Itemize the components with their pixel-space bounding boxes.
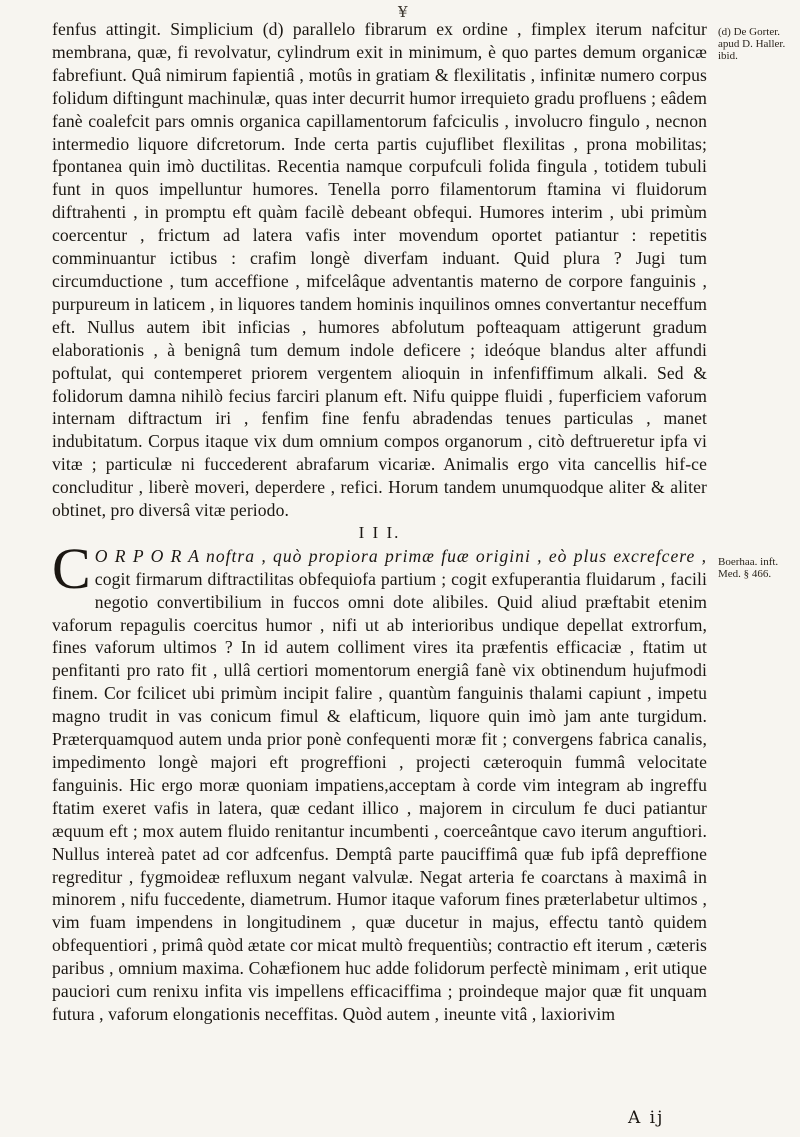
marginal-note-2: Boerhaa. inft. Med. § 466. <box>718 556 779 580</box>
main-text-block <box>52 18 707 1026</box>
marginal-note-1: (d) De Gorter. apud D. Haller. ibid. <box>718 26 786 62</box>
page-top-mark: ¥ <box>398 3 408 21</box>
paragraph-2 <box>52 535 707 1026</box>
paragraph-1: fenfus attingit. Simplicium (d) parallelo fibrarum ex ordine , fimplex iterum nafcitur membrana, quæ, fi revolvatur, cylindrum exit in minimum, è quo partes demum organicæ fabrefiunt. Quâ nimirum fapientiâ , motûs in gratiam & flexilitatis , infinitæ numero corpus folidum diftingunt machinulæ, quas inter decurrit humor irrequieto gradu profluens ; eâdem fanè coalefcit pars omnis organica capillamentorum fafciculis , involucro fingulo , necnon intermedio liquore difcretorum. Inde certa partis cujuflibet flexilitas , prona mobilitas; fpontanea quin imò ductilitas. Recentia namque corpufculi folida fingula , totidem tubuli funt in quos impelluntur humores. Tenella porro filamentorum ftamina vi fluidorum diftrahenti , in promptu eft quàm facilè debeant obfequi. Humores interim , ubi primùm coercentur , frictum ad latera vafis inter movendum oportet patiantur : repetitis comminuantur ictibus : crafim longè diverfam induant. Quid plura ? Jugi tum circumductione , tum acceffione , mifcelâque adventantis materno de corpore fanguinis , purpureum in laticem , in liquores tandem hominis inquilinos omnes convertantur neceffum eft. Nullus autem ibit inficias , humores abfolutum pofteaquam attigerunt gradum elaborationis , à benignâ tum demum indole deficere ; ideóque blandus alter affundi poftulat, qui contemperet priorem vergentem alioquin in infenfiffimum alkali. Sed & folidorum damna nihilò fecius farciri planum eft. Nifu quippe fluidi , fuperficiem vaforum internam diftractum iri , fenfim fine fenfu abradendas tenues particulas , manet indubitatum. Corpus itaque vix dum omnium compos organorum , citò deftrueretur ipfa vi vitæ ; particulæ ni fuccederent abrafarum vicariæ. Animalis ergo vita cancellis hif-ce concluditur , liberè moveri, deperdere , refici. Horum tandem unumquodque aliter & aliter obtinet, pro diversâ vitæ periodo. <box>52 19 707 521</box>
section-number: I I I. <box>358 522 401 542</box>
drop-cap: C <box>52 535 91 601</box>
paragraph-2-lead: O R P O R A noftra , quò propiora primæ fuæ origini , eò plus excrefcere , <box>94 545 707 566</box>
paragraph-2-body: cogit firmarum diftractilitas obfequiofa partium ; cogit exfuperantia fluidarum , facili negotio convertibilium in fuccos omni dote alibiles. Quid aliud præftabit etenim vaforum repagulis coercitus humor , nifi ut ab interioribus undique depellat extrorfum, fines vaforum ultimos ? In id autem colliment vires ita præfentis efficaciæ , ftatim ut penfitanti pro rato fit , ullâ certiori momentorum energiâ fanè vix obtinendum hujufmodi finem. Cor fcilicet ubi primùm incipit falire , quantùm fanguinis thalami capiunt , impetu magno trudit in vas conicum fimul & elafticum, liquore quin imò jam ante turgidum. Præterquamquod autem unda prior ponè confequenti moræ fit ; convergens fabrica canalis, impedimento longè majori eft progreffioni , projecti cæteroquin fummâ velocitate fanguinis. Hic ergo moræ quoniam impatiens,acceptam à corde vim integram ab ingreffu ftatim exeret vafis in latera, quæ cedant illico , majorem in circulum fe duci patiantur æquum eft ; mox autem fluido renitantur incumbenti , coerceântque cavo iterum anguftiori. Nullus intereà patet ad cor adfcenfus. Demptâ parte pauciffimâ quæ fub ipfâ depreffione regreditur , fygmoideæ refluxum negant valvulæ. Negat arteria fe coarctans à maximâ in minorem , nifu fuccedente, diametrum. Humor itaque vaforum fines præterlabetur ultimos , vim fuam impendens in longitudinem , quæ ducetur in majus, effectu tantò quidem obfequentiori , primâ quòd ætate cor micat multò frequentiùs; contractio eft iterum , cæteris paribus , omnium maxima. Cohæfionem huc adde folidorum perfectè minimam , erit utique pauciori cum renixu infita vis impellens efficaciffima ; proindeque major quæ fit unquam futura , vaforum elongationis neceffitas. Quòd autem , ineunte vitâ , laxiorivim <box>52 568 707 1024</box>
signature-mark: A ij <box>628 1108 665 1128</box>
